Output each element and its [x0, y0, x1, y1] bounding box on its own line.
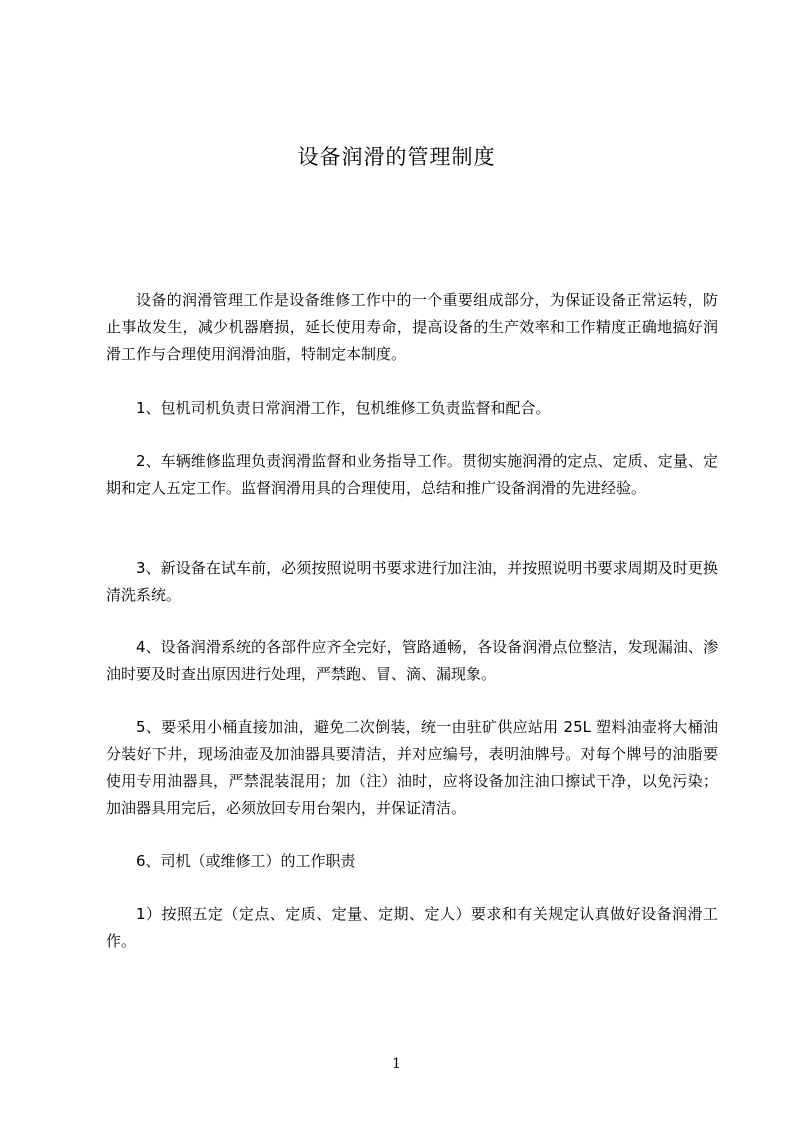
page-number: 1 [392, 1056, 401, 1072]
document-title: 设备润滑的管理制度 [297, 145, 496, 169]
paragraph-5: 5、要采用小桶直接加油，避免二次倒装，统一由驻矿供应站用 25L 塑料油壶将大桶油分装好下井，现场油壶及加油器具要清洁，并对应编号，表明油牌号。对每个牌号的油脂要使用专用油器具，严禁混装混用；加（注）油时，应将设备加注油口擦试干净，以免污染；加油器具用完后，必须放回专用台架内，并保证清洁。 [106, 718, 718, 817]
paragraph-1: 1、包机司机负责日常润滑工作，包机维修工负责监督和配合。 [136, 399, 551, 417]
paragraph-3: 3、新设备在试车前，必须按照说明书要求进行加注油，并按照说明书要求周期及时更换清洗系统。 [106, 559, 718, 604]
paragraph-6-1: 1）按照五定（定点、定质、定量、定期、定人）要求和有关规定认真做好设备润滑工作。 [106, 905, 718, 950]
paragraph-4: 4、设备润滑系统的各部件应齐全完好，管路通畅，各设备润滑点位整洁，发现漏油、渗油时要及时查出原因进行处理，严禁跑、冒、滴、漏现象。 [106, 638, 718, 683]
paragraph-2: 2、车辆维修监理负责润滑监督和业务指导工作。贯彻实施润滑的定点、定质、定量、定期和定人五定工作。监督润滑用具的合理使用，总结和推广设备润滑的先进经验。 [106, 452, 718, 497]
intro-paragraph: 设备的润滑管理工作是设备维修工作中的一个重要组成部分，为保证设备正常运转，防止事故发生，减少机器磨损，延长使用寿命，提高设备的生产效率和工作精度正确地搞好润滑工作与合理使用润滑油脂，特制定本制度。 [106, 291, 718, 363]
paragraph-6: 6、司机（或维修工）的工作职责 [136, 852, 356, 870]
